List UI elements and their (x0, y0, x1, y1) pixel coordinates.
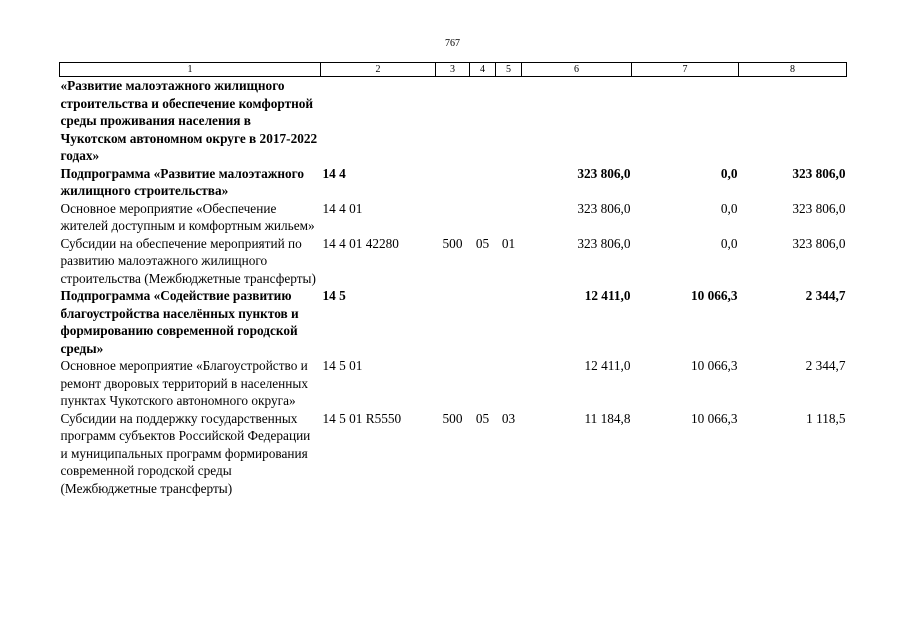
row-col-4 (470, 77, 496, 165)
row-col-5 (496, 287, 522, 357)
row-col-5: 03 (501, 410, 516, 426)
table-row-activity-14-5-01 (60, 357, 847, 410)
row-col-3 (436, 200, 470, 235)
row-value-8: 2 344,7 (805, 358, 846, 373)
row-value-7 (632, 77, 739, 165)
row-value-7: 0,0 (720, 235, 738, 251)
row-value-6: 12 411,0 (584, 288, 631, 303)
row-value-8: 323 806,0 (792, 235, 846, 251)
row-col-4: 05 (475, 235, 490, 251)
row-value-6: 323 806,0 (577, 165, 631, 181)
table-row-subsidy-14-5-01-r5550 (60, 410, 847, 498)
header-col-3: 3 (436, 63, 470, 77)
row-col-3: 500 (442, 410, 463, 426)
header-col-1: 1 (60, 63, 321, 77)
row-name: Субсидии на поддержку государственных программ субъектов Российской Федерации и муниципальных программ формирования современной городской среды (Межбюджетные трансферты) (60, 410, 311, 496)
header-col-7: 7 (632, 63, 739, 77)
row-col-5: 01 (501, 235, 516, 251)
row-col-3: 500 (442, 235, 463, 251)
row-name: Субсидии на обеспечение мероприятий по развитию малоэтажного жилищного строительства (Межбюджетные трансферты) (60, 235, 316, 286)
row-value-6: 12 411,0 (584, 358, 631, 373)
row-col-4 (470, 287, 496, 357)
row-code: 14 5 01 (322, 358, 363, 373)
table-row-subprogram-14-4 (60, 165, 847, 200)
row-col-3 (436, 357, 470, 410)
row-value-8: 323 806,0 (792, 200, 846, 216)
row-col-4 (470, 357, 496, 410)
header-col-2: 2 (321, 63, 436, 77)
row-value-6: 323 806,0 (577, 200, 631, 216)
row-name: «Развитие малоэтажного жилищного строительства и обеспечение комфортной среды проживания населения в Чукотском автономном округе в 2017-2022 годах» (60, 78, 318, 163)
row-value-8: 2 344,7 (805, 288, 846, 303)
row-code: 14 4 (322, 165, 346, 181)
row-value-6: 11 184,8 (584, 410, 631, 426)
row-col-5 (496, 357, 522, 410)
row-code (321, 77, 436, 165)
row-name: Подпрограмма «Содействие развитию благоустройства населённых пунктов и формированию современной городской среды» (60, 288, 299, 356)
row-value-8: 323 806,0 (792, 165, 846, 181)
budget-table (59, 62, 847, 497)
row-col-3 (436, 287, 470, 357)
row-col-4 (470, 200, 496, 235)
row-name: Основное мероприятие «Обеспечение жителей доступным и комфортным жильем» (60, 200, 315, 233)
header-row (60, 63, 847, 77)
row-code: 14 5 01 R5550 (322, 410, 402, 426)
header-col-8: 8 (739, 63, 847, 77)
row-value-7: 0,0 (720, 165, 738, 181)
table-row-subsidy-14-4-01-42280 (60, 235, 847, 288)
row-col-5 (496, 77, 522, 165)
table-row-activity-14-4-01 (60, 200, 847, 235)
row-value-6 (522, 77, 632, 165)
row-value-7: 10 066,3 (690, 410, 738, 426)
header-col-4: 4 (470, 63, 496, 77)
row-value-7: 10 066,3 (690, 288, 738, 303)
table-body (60, 77, 847, 498)
row-col-4 (470, 165, 496, 200)
table-header (60, 63, 847, 77)
page-number: 767 (445, 38, 460, 49)
row-value-7: 0,0 (720, 200, 738, 216)
row-value-6: 323 806,0 (577, 235, 631, 251)
row-col-3 (436, 165, 470, 200)
row-value-7: 10 066,3 (690, 358, 738, 373)
row-code: 14 5 (322, 288, 346, 303)
row-code: 14 4 01 (322, 200, 363, 216)
row-name: Основное мероприятие «Благоустройство и ремонт дворовых территорий в населенных пунктах Чукотского автономного округа» (60, 358, 308, 408)
header-col-5: 5 (496, 63, 522, 77)
row-name: Подпрограмма «Развитие малоэтажного жилищного строительства» (60, 165, 305, 198)
table-row-subprogram-14-5 (60, 287, 847, 357)
row-col-3 (436, 77, 470, 165)
row-code: 14 4 01 42280 (322, 235, 399, 251)
row-value-8 (739, 77, 847, 165)
row-col-5 (496, 165, 522, 200)
row-col-4: 05 (475, 410, 490, 426)
header-col-6: 6 (522, 63, 632, 77)
row-value-8: 1 118,5 (806, 410, 846, 426)
table-row-program-title (60, 77, 847, 165)
row-col-5 (496, 200, 522, 235)
